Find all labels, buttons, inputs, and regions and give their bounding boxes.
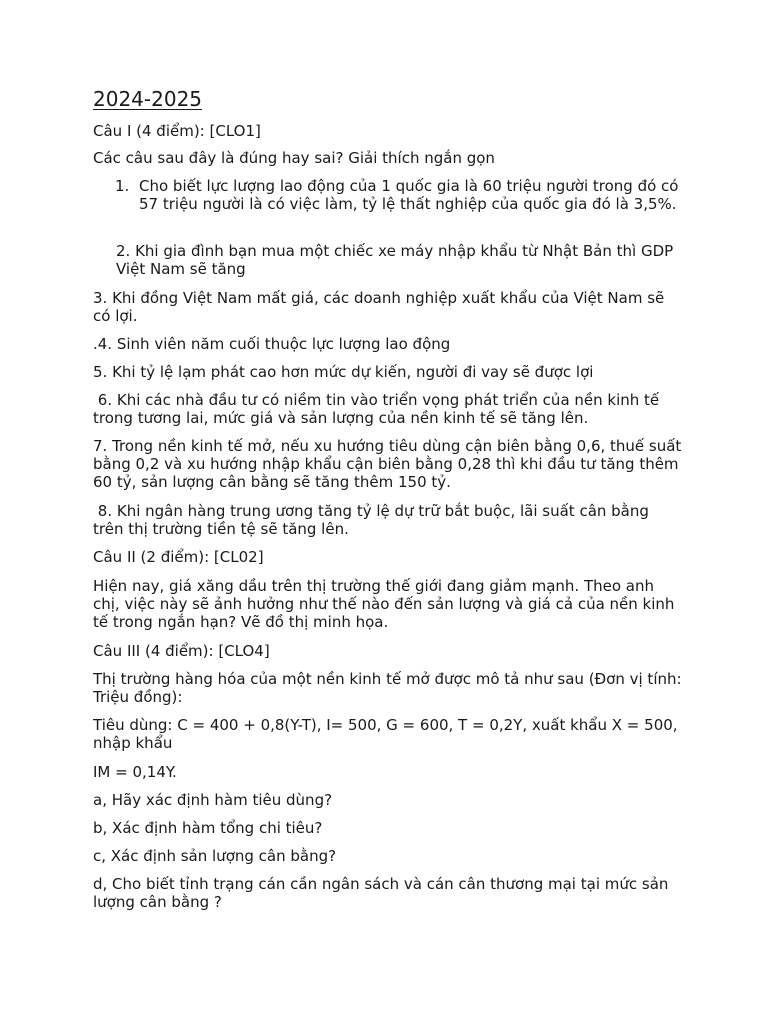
- part-d: d, Cho biết tỉnh trạng cán cần ngân sách và cán cân thương mại tại mức sản lượng cân bằng ?: [93, 875, 669, 911]
- question-7: 7. Trong nền kinh tế mở, nếu xu hướng tiêu dùng cận biên bằng 0,6, thuế suất bằng 0,2 và xu hướng nhập khẩu cận biên bằng 0,28 thì khi đầu tư tăng thêm 60 tỷ, sản lượng cân bằng sẽ tăng thêm 150 tỷ.: [93, 437, 682, 491]
- section-3-import-function: IM = 0,14Y.: [93, 763, 177, 781]
- section-1-instruction: Các câu sau đây là đúng hay sai? Giải thích ngắn gọn: [93, 149, 495, 167]
- question-6: 6. Khi các nhà đầu tư có niềm tin vào triển vọng phát triển của nền kinh tế trong tương lai, mức giá và sản lượng của nền kinh tế sẽ tăng lên.: [93, 391, 664, 427]
- section-2-heading: Câu II (2 điểm): [CL02]: [93, 548, 264, 566]
- question-1-text: Cho biết lực lượng lao động của 1 quốc gia là 60 triệu người trong đó có 57 triệu người là có việc làm, tỷ lệ thất nghiệp của quốc gia đó là 3,5%.: [139, 177, 679, 213]
- part-b: b, Xác định hàm tổng chi tiêu?: [93, 819, 323, 837]
- section-3-data: Tiêu dùng: C = 400 + 0,8(Y-T), I= 500, G = 600, T = 0,2Y, xuất khẩu X = 500, nhập khẩu: [93, 716, 678, 752]
- question-8: 8. Khi ngân hàng trung ương tăng tỷ lệ dự trữ bắt buộc, lãi suất cân bằng trên thị trường tiền tệ sẽ tăng lên.: [93, 502, 654, 538]
- question-4: .4. Sinh viên năm cuối thuộc lực lượng lao động: [93, 335, 451, 353]
- question-2: 2. Khi gia đình bạn mua một chiếc xe máy nhập khẩu từ Nhật Bản thì GDP Việt Nam sẽ tăng: [116, 242, 674, 278]
- part-a: a, Hãy xác định hàm tiêu dùng?: [93, 791, 333, 809]
- question-1-number: 1.: [115, 177, 130, 195]
- section-2-text: Hiện nay, giá xăng dầu trên thị trường thế giới đang giảm mạnh. Theo anh chị, việc này sẽ ảnh hưởng như thế nào đến sản lượng và giá cả của nền kinh tế trong ngắn hạn? Vẽ đồ thị minh họa.: [93, 577, 675, 631]
- question-3: 3. Khi đồng Việt Nam mất giá, các doanh nghiệp xuất khẩu của Việt Nam sẽ có lợi.: [93, 289, 665, 325]
- exam-year-title: 2024-2025: [93, 87, 203, 111]
- section-1-heading: Câu I (4 điểm): [CLO1]: [93, 122, 261, 140]
- section-3-intro: Thị trường hàng hóa của một nền kinh tế mở được mô tả như sau (Đơn vị tính: Triệu đồng):: [93, 670, 682, 706]
- question-5: 5. Khi tỷ lệ lạm phát cao hơn mức dự kiến, người đi vay sẽ được lợi: [93, 363, 594, 381]
- part-c: c, Xác định sản lượng cân bằng?: [93, 847, 337, 865]
- section-3-heading: Câu III (4 điểm): [CLO4]: [93, 642, 270, 660]
- question-1: [115, 177, 679, 213]
